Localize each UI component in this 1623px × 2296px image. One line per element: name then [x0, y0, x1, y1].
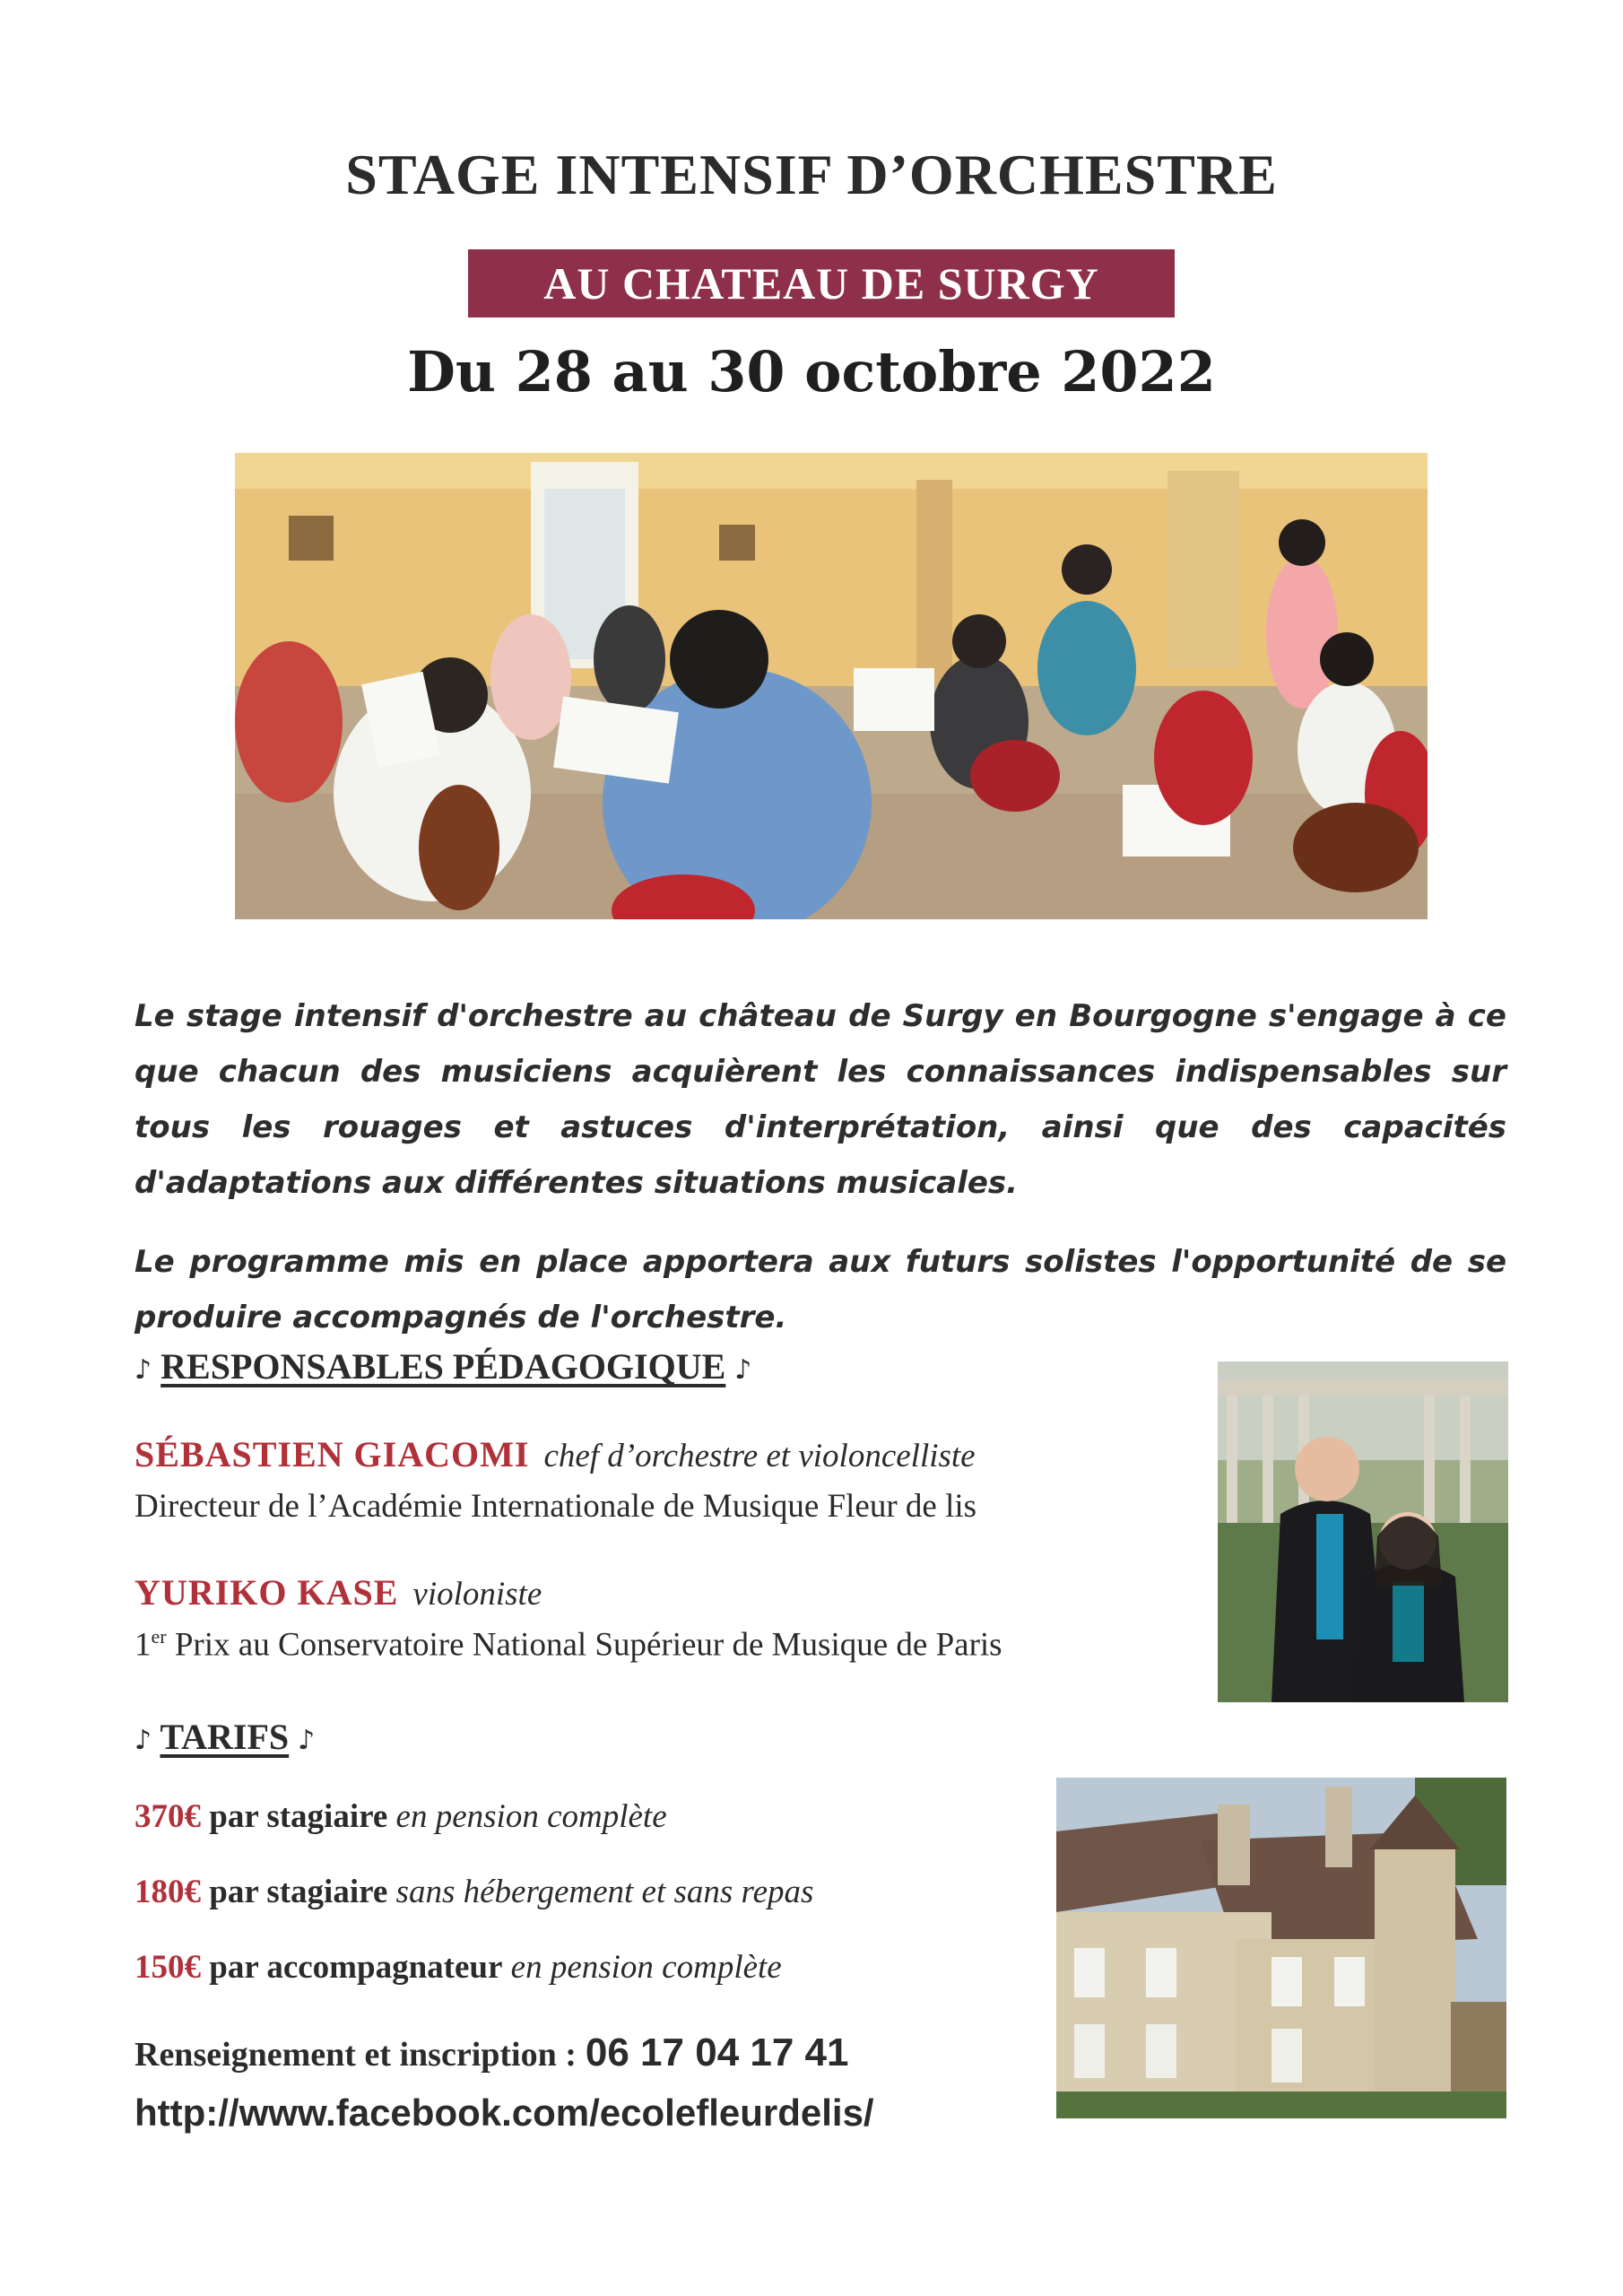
music-note-icon: ♪	[135, 1354, 152, 1386]
orchestra-rehearsal-photo	[235, 453, 1428, 919]
teachers-photo	[1218, 1361, 1508, 1702]
tarif-detail: en pension complète	[510, 1949, 782, 1986]
music-note-icon: ♪	[734, 1354, 752, 1386]
person-role: violoniste	[412, 1576, 542, 1613]
person-1-description: Directeur de l’Académie Internationale de Musique Fleur de lis	[135, 1488, 977, 1525]
contact-line	[135, 2031, 849, 2075]
music-note-icon: ♪	[298, 1725, 316, 1756]
responsables-heading-label: RESPONSABLES PÉDAGOGIQUE	[161, 1346, 726, 1387]
event-dates: Du 28 au 30 octobre 2022	[407, 339, 1216, 404]
tarif-item	[135, 1797, 667, 1836]
person-name: SÉBASTIEN GIACOMI	[135, 1434, 530, 1474]
person-2-description	[135, 1625, 1002, 1664]
tarif-detail: en pension complète	[395, 1798, 667, 1835]
tarif-label: par accompagnateur	[209, 1949, 503, 1986]
award-text: Prix au Conservatoire National Supérieur de Musique de Paris	[166, 1626, 1002, 1664]
award-rank-suffix: er	[151, 1625, 167, 1648]
contact-label: Renseignement et inscription :	[135, 2036, 577, 2074]
tarif-label: par stagiaire	[209, 1798, 388, 1835]
tarif-label: par stagiaire	[209, 1874, 388, 1910]
person-name: YURIKO KASE	[135, 1572, 399, 1613]
tarifs-heading	[135, 1716, 315, 1758]
award-rank: 1	[135, 1626, 152, 1664]
contact-phone[interactable]: 06 17 04 17 41	[585, 2031, 849, 2074]
tarif-price: 180€	[135, 1874, 201, 1910]
intro-paragraph-2: Le programme mis en place apportera aux futurs solistes l'opportunité de se produire accompagnés de l'orchestre.	[135, 1244, 1506, 1335]
subtitle-banner: AU CHATEAU DE SURGY	[468, 249, 1175, 317]
tarif-price: 370€	[135, 1798, 201, 1835]
facebook-link[interactable]: http://www.facebook.com/ecolefleurdelis/	[135, 2092, 874, 2134]
tarif-detail: sans hébergement et sans repas	[395, 1874, 814, 1910]
tarif-price: 150€	[135, 1949, 201, 1986]
person-role: chef d’orchestre et violoncelliste	[543, 1438, 976, 1474]
tarif-item	[135, 1948, 782, 1987]
person-1-name-line	[135, 1433, 976, 1475]
intro-paragraph-1: Le stage intensif d'orchestre au château de Surgy en Bourgogne s'engage à ce que chacun des musiciens acquièrent les connaissances indispensables sur tous les rouages et astuces d'interprétation, ainsi que des capacités d'adaptations aux différentes situations musicales.	[135, 998, 1506, 1201]
tarifs-heading-label: TARIFS	[160, 1717, 290, 1757]
person-2-name-line	[135, 1571, 542, 1613]
tarif-item	[135, 1873, 813, 1911]
page-title: STAGE INTENSIF D’ORCHESTRE	[345, 143, 1278, 206]
responsables-heading	[135, 1345, 751, 1387]
chateau-photo	[1056, 1778, 1506, 2118]
music-note-icon: ♪	[135, 1725, 152, 1756]
